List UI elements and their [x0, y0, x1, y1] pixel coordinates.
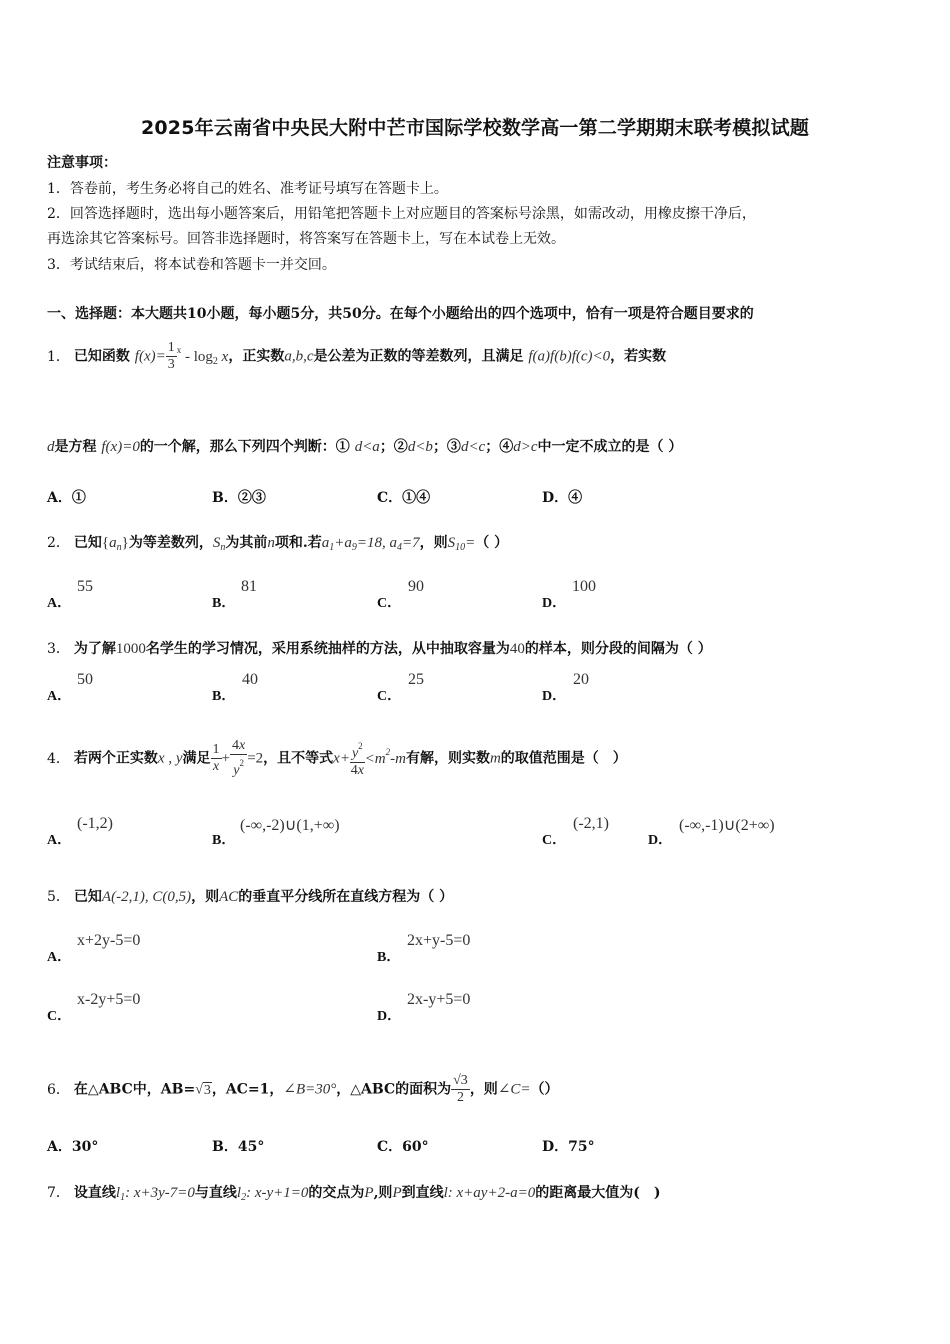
q2-n: n	[267, 535, 275, 551]
question-5	[47, 886, 453, 906]
q5-option-d[interactable]	[377, 1005, 407, 1025]
notice-item-2: 2．回答选择题时，选出每小题答案后，用铅笔把答题卡上对应题目的答案标号涂黑，如需改动，用橡皮擦干净后，	[47, 206, 756, 222]
q3-number: 1000	[115, 641, 146, 657]
q4-ineq-right: $<m^2-m$	[364, 746, 406, 767]
q3-number: 40	[509, 641, 525, 657]
q5-option-label: A．	[47, 950, 72, 965]
q2-option-label: A．	[47, 596, 72, 611]
q5-option-c-value: x-2y+5=0	[77, 991, 141, 1008]
q5-option-label: B．	[377, 950, 401, 965]
q4-option-a[interactable]	[47, 829, 77, 849]
q2-option-b-value: 81	[241, 578, 257, 595]
q6-angle-c: ∠C=	[497, 1081, 531, 1098]
question-number: 4．	[47, 750, 70, 767]
q2-option-a-value: 55	[77, 578, 93, 595]
q6-option-c[interactable]: C．60°	[377, 1139, 429, 1155]
q6-option-a[interactable]: A．30°	[47, 1139, 99, 1155]
q1-text: 的一个解，那么下列四个判断：①	[139, 439, 350, 455]
q5-option-b-value: 2x+y-5=0	[407, 932, 471, 949]
q1-text: 中一定不成立的是（ ）	[537, 439, 683, 455]
q5-text: 已知	[73, 889, 102, 905]
q2-option-a[interactable]	[47, 592, 77, 612]
q2-s10: $S_{10}=$	[447, 535, 476, 553]
q4-text: 有解，则实数	[405, 750, 490, 767]
q2-option-label: D．	[542, 596, 567, 611]
q4-frac-3: $\frac{y^2}{4x}$	[350, 738, 365, 779]
q5-text: 的垂直平分线所在直线方程为（ ）	[238, 889, 454, 905]
q1-text: ，若实数	[610, 348, 667, 365]
question-number: 1．	[47, 348, 70, 365]
q4-frac-2: $\frac{4x}{y^2}$	[231, 738, 246, 778]
q5-option-a-value: x+2y-5=0	[77, 932, 141, 949]
q1-judge-1: d<a	[354, 439, 380, 455]
q2-sequence: $\{a_n\}$	[101, 535, 129, 553]
q1-text: ，正实数	[228, 348, 285, 365]
q1-option-c[interactable]: C．①④	[377, 490, 431, 506]
q1-option-a[interactable]: A．①	[47, 490, 86, 506]
q1-text: 是方程	[54, 439, 97, 455]
q6-area-fraction: $\frac{√3}{2}$	[453, 1073, 468, 1105]
q1-equation: f(x)=0	[101, 439, 140, 455]
q1-text: 是公差为正数的等差数列，且满足	[313, 348, 524, 365]
q4-option-d[interactable]	[648, 829, 678, 849]
q5-option-a[interactable]	[47, 946, 77, 966]
q1-text: ；④	[485, 439, 514, 455]
question-number: 5．	[47, 889, 70, 905]
q2-text: （ ）	[475, 535, 509, 551]
question-number: 7．	[47, 1185, 70, 1201]
q3-text: 的样本，则分段的间隔为（ ）	[524, 641, 712, 657]
q6-option-d[interactable]: D．75°	[542, 1139, 595, 1155]
q5-option-label: D．	[377, 1009, 402, 1024]
q3-option-a-value: 50	[77, 671, 93, 688]
q3-option-label: B．	[212, 689, 236, 704]
q5-option-label: C．	[47, 1009, 72, 1024]
q4-text: 的取值范围是（ ）	[500, 750, 627, 767]
question-6	[47, 1073, 559, 1106]
page-title: 2025年云南省中央民大附中芒市国际学校数学高一第二学期期末联考模拟试题	[140, 117, 810, 139]
notice-heading: 注意事项：	[47, 155, 117, 171]
q1-option-d[interactable]: D．④	[542, 490, 583, 506]
q7-p: P	[392, 1185, 402, 1201]
q3-option-b-value: 40	[242, 671, 258, 688]
q4-ineq-left: x+	[333, 750, 350, 767]
q4-option-label: A．	[47, 833, 72, 848]
q7-line-3: l: x+ay+2-a=0	[443, 1185, 536, 1201]
q2-option-c[interactable]	[377, 592, 407, 612]
q2-option-label: B．	[212, 596, 236, 611]
q7-text: 与直线	[194, 1185, 237, 1201]
q4-m: m	[489, 750, 501, 767]
question-number: 2．	[47, 535, 70, 551]
q2-option-c-value: 90	[408, 578, 424, 595]
notice-item-3: 3．考试结束后，将本试卷和答题卡一并交回。	[47, 257, 336, 273]
q1-d: d	[47, 439, 55, 455]
question-4	[47, 738, 627, 779]
q3-text: 为了解	[73, 641, 116, 657]
q2-condition: $a_1+a_9=18$, $a_4=7$	[321, 535, 420, 553]
question-number: 3．	[47, 641, 70, 657]
q6-text: 在△ABC中，AB=	[73, 1081, 196, 1098]
q1-formula-rest: $^x - \log_2 x$	[176, 344, 229, 367]
q4-plus: +	[221, 750, 230, 767]
q5-option-d-value: 2x-y+5=0	[407, 991, 471, 1008]
section-heading: 一、选择题：本大题共10小题，每小题5分，共50分。在每个小题给出的四个选项中，恰有一项是符合题目要求的	[47, 306, 754, 322]
q4-frac-1: $\frac{1}{x}$	[212, 742, 220, 774]
q2-text: 为等差数列，	[128, 535, 213, 551]
q4-option-label: D．	[648, 833, 673, 848]
q6-option-b[interactable]: B．45°	[212, 1139, 265, 1155]
q3-option-d-value: 20	[573, 671, 589, 688]
q4-option-b-value: (-∞,-2)∪(1,+∞)	[240, 817, 340, 834]
q6-text: ，AC=1，	[211, 1081, 284, 1098]
q1-function-formula: f(x)=	[134, 348, 166, 365]
q7-text: ,则	[373, 1185, 393, 1201]
q6-text: ，则	[469, 1081, 498, 1098]
q2-option-d[interactable]	[542, 592, 572, 612]
q7-line-2: $l_2$: x-y+1=0	[236, 1185, 309, 1203]
q5-text: ，则	[191, 889, 220, 905]
q4-eq: =2	[247, 750, 264, 767]
q3-option-label: D．	[542, 689, 567, 704]
q7-p: P	[364, 1185, 374, 1201]
q7-text: 的交点为	[308, 1185, 365, 1201]
q4-option-d-value: (-∞,-1)∪(2+∞)	[679, 817, 775, 834]
q2-option-label: C．	[377, 596, 402, 611]
q3-text: 名学生的学习情况，采用系统抽样的方法，从中抽取容量为	[145, 641, 510, 657]
q2-sn: $S_n$	[212, 535, 226, 553]
q2-text: 项和.若	[274, 535, 322, 551]
q5-option-b[interactable]	[377, 946, 406, 966]
q3-option-label: A．	[47, 689, 72, 704]
q1-judge-4: d>c	[513, 439, 538, 455]
q1-condition: f(a)f(b)f(c)<0	[528, 348, 611, 365]
question-3	[47, 638, 712, 658]
question-number: 6．	[47, 1081, 70, 1098]
q4-option-label: B．	[212, 833, 236, 848]
q1-text: ；③	[432, 439, 461, 455]
q3-option-label: C．	[377, 689, 402, 704]
q3-option-a[interactable]	[47, 685, 77, 705]
q3-option-b[interactable]	[212, 685, 241, 705]
question-2	[47, 532, 508, 553]
q1-fraction: $\frac{1}{3}$	[167, 340, 175, 372]
q3-option-c[interactable]	[377, 685, 407, 705]
q6-angle-b: ∠B=30°	[283, 1081, 337, 1098]
q7-text: 设直线	[73, 1185, 116, 1201]
q6-text: （）	[530, 1081, 559, 1098]
q4-option-c[interactable]	[542, 829, 572, 849]
q5-option-c[interactable]	[47, 1005, 77, 1025]
q4-option-label: C．	[542, 833, 567, 848]
q1-text: 已知函数	[73, 348, 130, 365]
q3-option-c-value: 25	[408, 671, 424, 688]
q2-text: ，则	[419, 535, 448, 551]
q4-text: ，且不等式	[263, 750, 334, 767]
q4-text: 若两个正实数	[73, 750, 158, 767]
q7-text: 到直线	[401, 1185, 444, 1201]
q7-line-1: $l_1$: x+3y-7=0	[115, 1185, 195, 1203]
q2-text: 已知	[73, 535, 102, 551]
q4-option-b[interactable]	[212, 829, 241, 849]
q6-sqrt3: √3	[195, 1082, 211, 1098]
q2-text: 为其前	[225, 535, 268, 551]
q4-option-c-value: (-2,1)	[573, 815, 609, 832]
notice-item-1: 1．答卷前，考生务必将自己的姓名、准考证号填写在答题卡上。	[47, 181, 448, 197]
q2-option-b[interactable]	[212, 592, 241, 612]
q1-judge-2: d<b	[407, 439, 433, 455]
question-1-line-2	[47, 436, 682, 456]
q4-text: 满足	[182, 750, 211, 767]
q5-ac: AC	[219, 889, 239, 905]
q2-option-d-value: 100	[572, 578, 596, 595]
q7-text: 的距离最大值为( )	[535, 1185, 661, 1201]
q6-text: ，△ABC的面积为	[336, 1081, 452, 1098]
q1-option-b[interactable]: B．②③	[212, 490, 266, 506]
q4-xy: x , y	[157, 750, 183, 767]
q4-option-a-value: (-1,2)	[77, 815, 113, 832]
q5-points: A(-2,1), C(0,5)	[101, 889, 192, 905]
question-1-line-1	[47, 340, 666, 373]
question-7	[47, 1182, 660, 1203]
q1-text: ；②	[379, 439, 408, 455]
q3-option-d[interactable]	[542, 685, 572, 705]
q1-abc: a,b,c	[284, 348, 314, 365]
notice-item-2-cont: 再选涂其它答案标号。回答非选择题时，将答案写在答题卡上，写在本试卷上无效。	[47, 231, 565, 247]
q1-judge-3: d<c	[460, 439, 486, 455]
